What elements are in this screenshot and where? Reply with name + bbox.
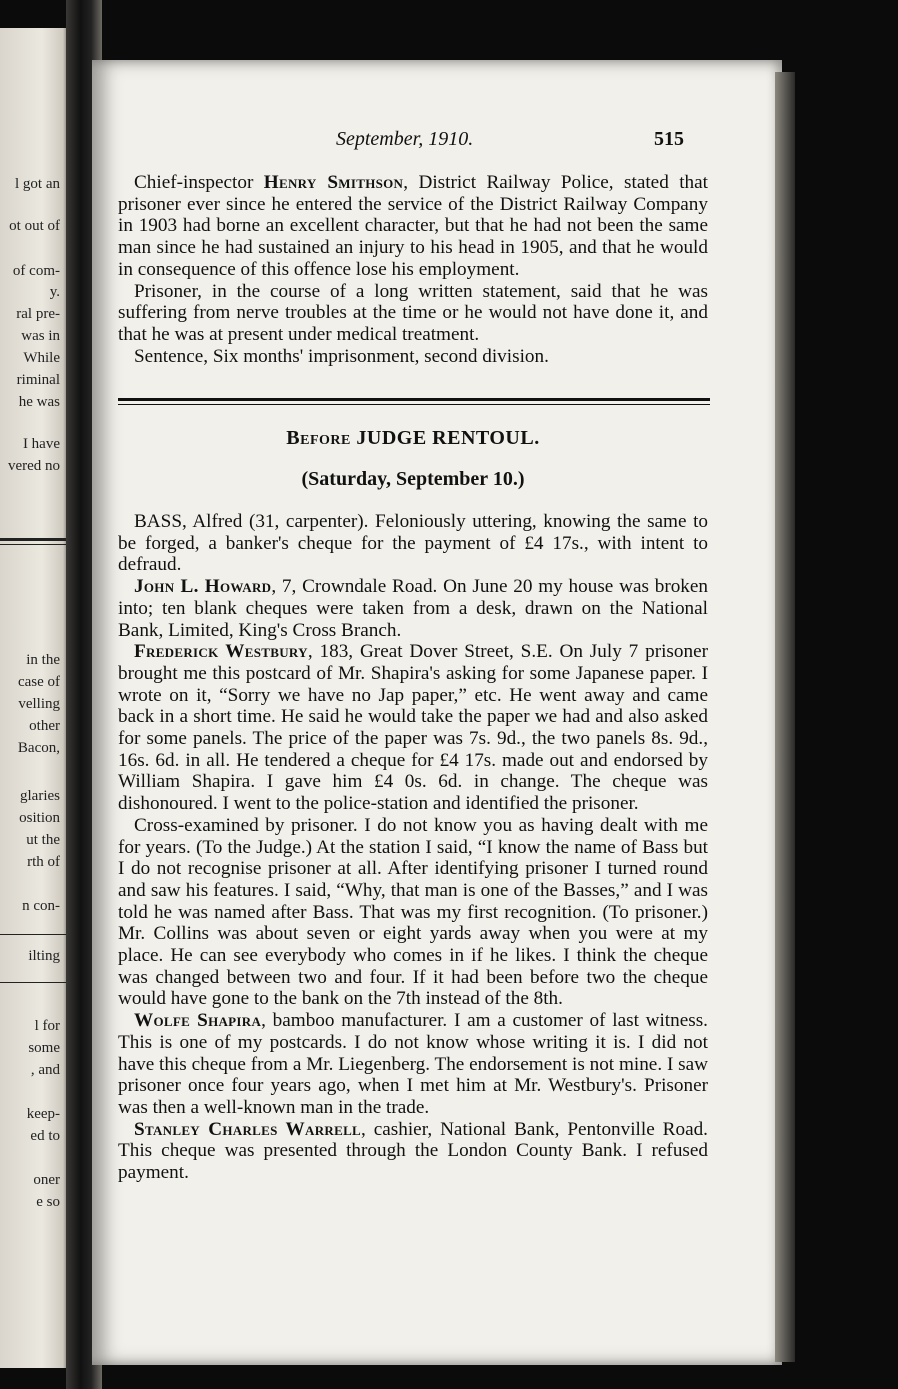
page-edge-shadow: [775, 72, 795, 1362]
left-page-rule: [0, 934, 70, 935]
left-page-rule: [0, 982, 70, 983]
left-fragment: ed to: [30, 1128, 60, 1144]
text-run: Chief-inspector: [134, 172, 264, 193]
page-number: 515: [654, 128, 684, 150]
left-fragment: ut the: [26, 832, 60, 848]
witness-paragraph: [118, 641, 708, 815]
left-fragment: of com-: [12, 263, 60, 279]
left-fragment: case of: [17, 674, 60, 690]
heading-main: JUDGE RENTOUL.: [350, 427, 540, 449]
running-title: September, 1910.: [336, 128, 474, 150]
prisoner-statement-paragraph: Prisoner, in the course of a long written statement, said that he was suffering from nerve troubles at the time or he would not have done it, and that he was at present under medical treatment.: [118, 280, 708, 345]
left-fragment: riminal: [16, 372, 60, 388]
witness-name: Frederick Westbury: [134, 641, 308, 663]
testimony: , cashier, National Bank, Pentonville Road. This cheque was presented through the London County Bank. I refused payment.: [118, 1118, 708, 1184]
left-fragment: l for: [34, 1018, 60, 1034]
left-fragment: keep-: [26, 1106, 60, 1122]
section-heading: [118, 427, 708, 450]
left-fragment: ilting: [28, 948, 60, 964]
left-fragment: While: [23, 350, 60, 366]
left-fragment: , and: [30, 1062, 60, 1078]
left-fragment: y.: [49, 284, 60, 300]
charge-paragraph: BASS, Alfred (31, carpenter). Feloniously uttering, knowing the same to be forged, a banker's cheque for the payment of £4 17s., with intent to defraud.: [118, 511, 708, 576]
section-divider: [118, 398, 710, 405]
left-fragment: in the: [26, 652, 60, 668]
left-fragment: e so: [36, 1194, 60, 1210]
left-fragment: rth of: [27, 854, 60, 870]
left-fragment: ral pre-: [16, 306, 60, 322]
left-fragment: n con-: [22, 898, 60, 914]
cross-examination-paragraph: Cross-examined by prisoner. I do not know you as having dealt with me for years. (To the Judge.) At the station I said, “I know the name of Bass but I do not recognise prisoner at all. After identifying prisoner I turned round and saw his features. I said, “Why, that man is one of the Basses,” and I was told he was named after Bass. That was my first recognition. (To prisoner.) Mr. Collins was about seven or eight yards away when you were at my place. He can see everybody who comes in if he likes. I think the cheque was changed between two and four. If it had been before two the cheque would have gone to the bank on the 7th instead of the 8th.: [118, 814, 708, 1010]
testimony: , 7, Crowndale Road. On June 20 my house was broken into; ten blank cheques were taken from a desk, drawn on the National Bank, Limited, King's Cross Branch.: [118, 576, 709, 641]
left-fragment: some: [28, 1040, 60, 1056]
left-page-rule: [0, 538, 70, 541]
witness-name: John L. Howard: [134, 576, 272, 598]
heading-prefix: Before: [286, 427, 351, 449]
text-run: , District Railway Police, stated that prisoner ever since he entered the service of the District Railway Company in 1903 had borne an excellent character, but that he had not been the same man since he had sustained an injury to his head in 1905, and that he would in consequence of this offence lose his employment.: [118, 172, 708, 280]
case-block: [118, 511, 708, 1184]
left-fragment: glaries: [20, 788, 60, 804]
adjacent-left-page: [0, 28, 70, 1368]
sitting-date: (Saturday, September 10.): [301, 468, 525, 490]
running-head: [118, 128, 698, 154]
witness-paragraph: [118, 1119, 708, 1184]
left-page-rule: [0, 544, 70, 545]
witness-paragraph: [118, 1010, 708, 1119]
witness-name: Wolfe Shapira: [134, 1010, 262, 1032]
left-fragment: ot out of: [9, 218, 60, 234]
left-fragment: was in: [21, 328, 60, 344]
witness-paragraph: [118, 576, 708, 641]
left-fragment: osition: [19, 810, 60, 826]
witness-name: Stanley Charles Warrell: [134, 1118, 362, 1140]
left-fragment: Bacon,: [17, 740, 60, 756]
left-fragment: l got an: [15, 176, 60, 192]
left-fragment: other: [29, 718, 60, 734]
left-fragment: vered no: [7, 458, 60, 474]
left-fragment: oner: [33, 1172, 60, 1188]
left-fragment: he was: [18, 394, 60, 410]
top-block: [118, 172, 708, 367]
left-fragment: velling: [18, 696, 60, 712]
sentence-paragraph: Sentence, Six months' imprisonment, second division.: [134, 345, 549, 367]
witness-name: Henry Smithson: [263, 172, 404, 193]
smithson-paragraph: [118, 172, 708, 281]
testimony: , bamboo manufacturer. I am a customer of last witness. This is one of my postcards. I do not know whose writing it is. I did not have this cheque from a Mr. Liegenberg. The endorsement is not mine. I saw prisoner once four years ago, when I met him at Mr. Westbury's. Prisoner was then a well-known man in the trade.: [118, 1010, 708, 1118]
testimony: , 183, Great Dover Street, S.E. On July 7 prisoner brought me this postcard of Mr. Shapira's asking for some Japanese paper. I wrote on it, “Sorry we have no Jap paper,” etc. He went away and came back in a short time. He said he would take the paper we had and also asked for some panels. The price of the paper was 7s. 9d., the two panels 8s. 9d., 16s. 6d. in all. He tendered a cheque for £4 17s. made out and endorsed by William Shapira. I gave him £4 0s. 6d. in change. The cheque was dishonoured. I went to the police-station and identified the prisoner.: [118, 641, 708, 815]
left-fragment: I have: [22, 436, 60, 452]
